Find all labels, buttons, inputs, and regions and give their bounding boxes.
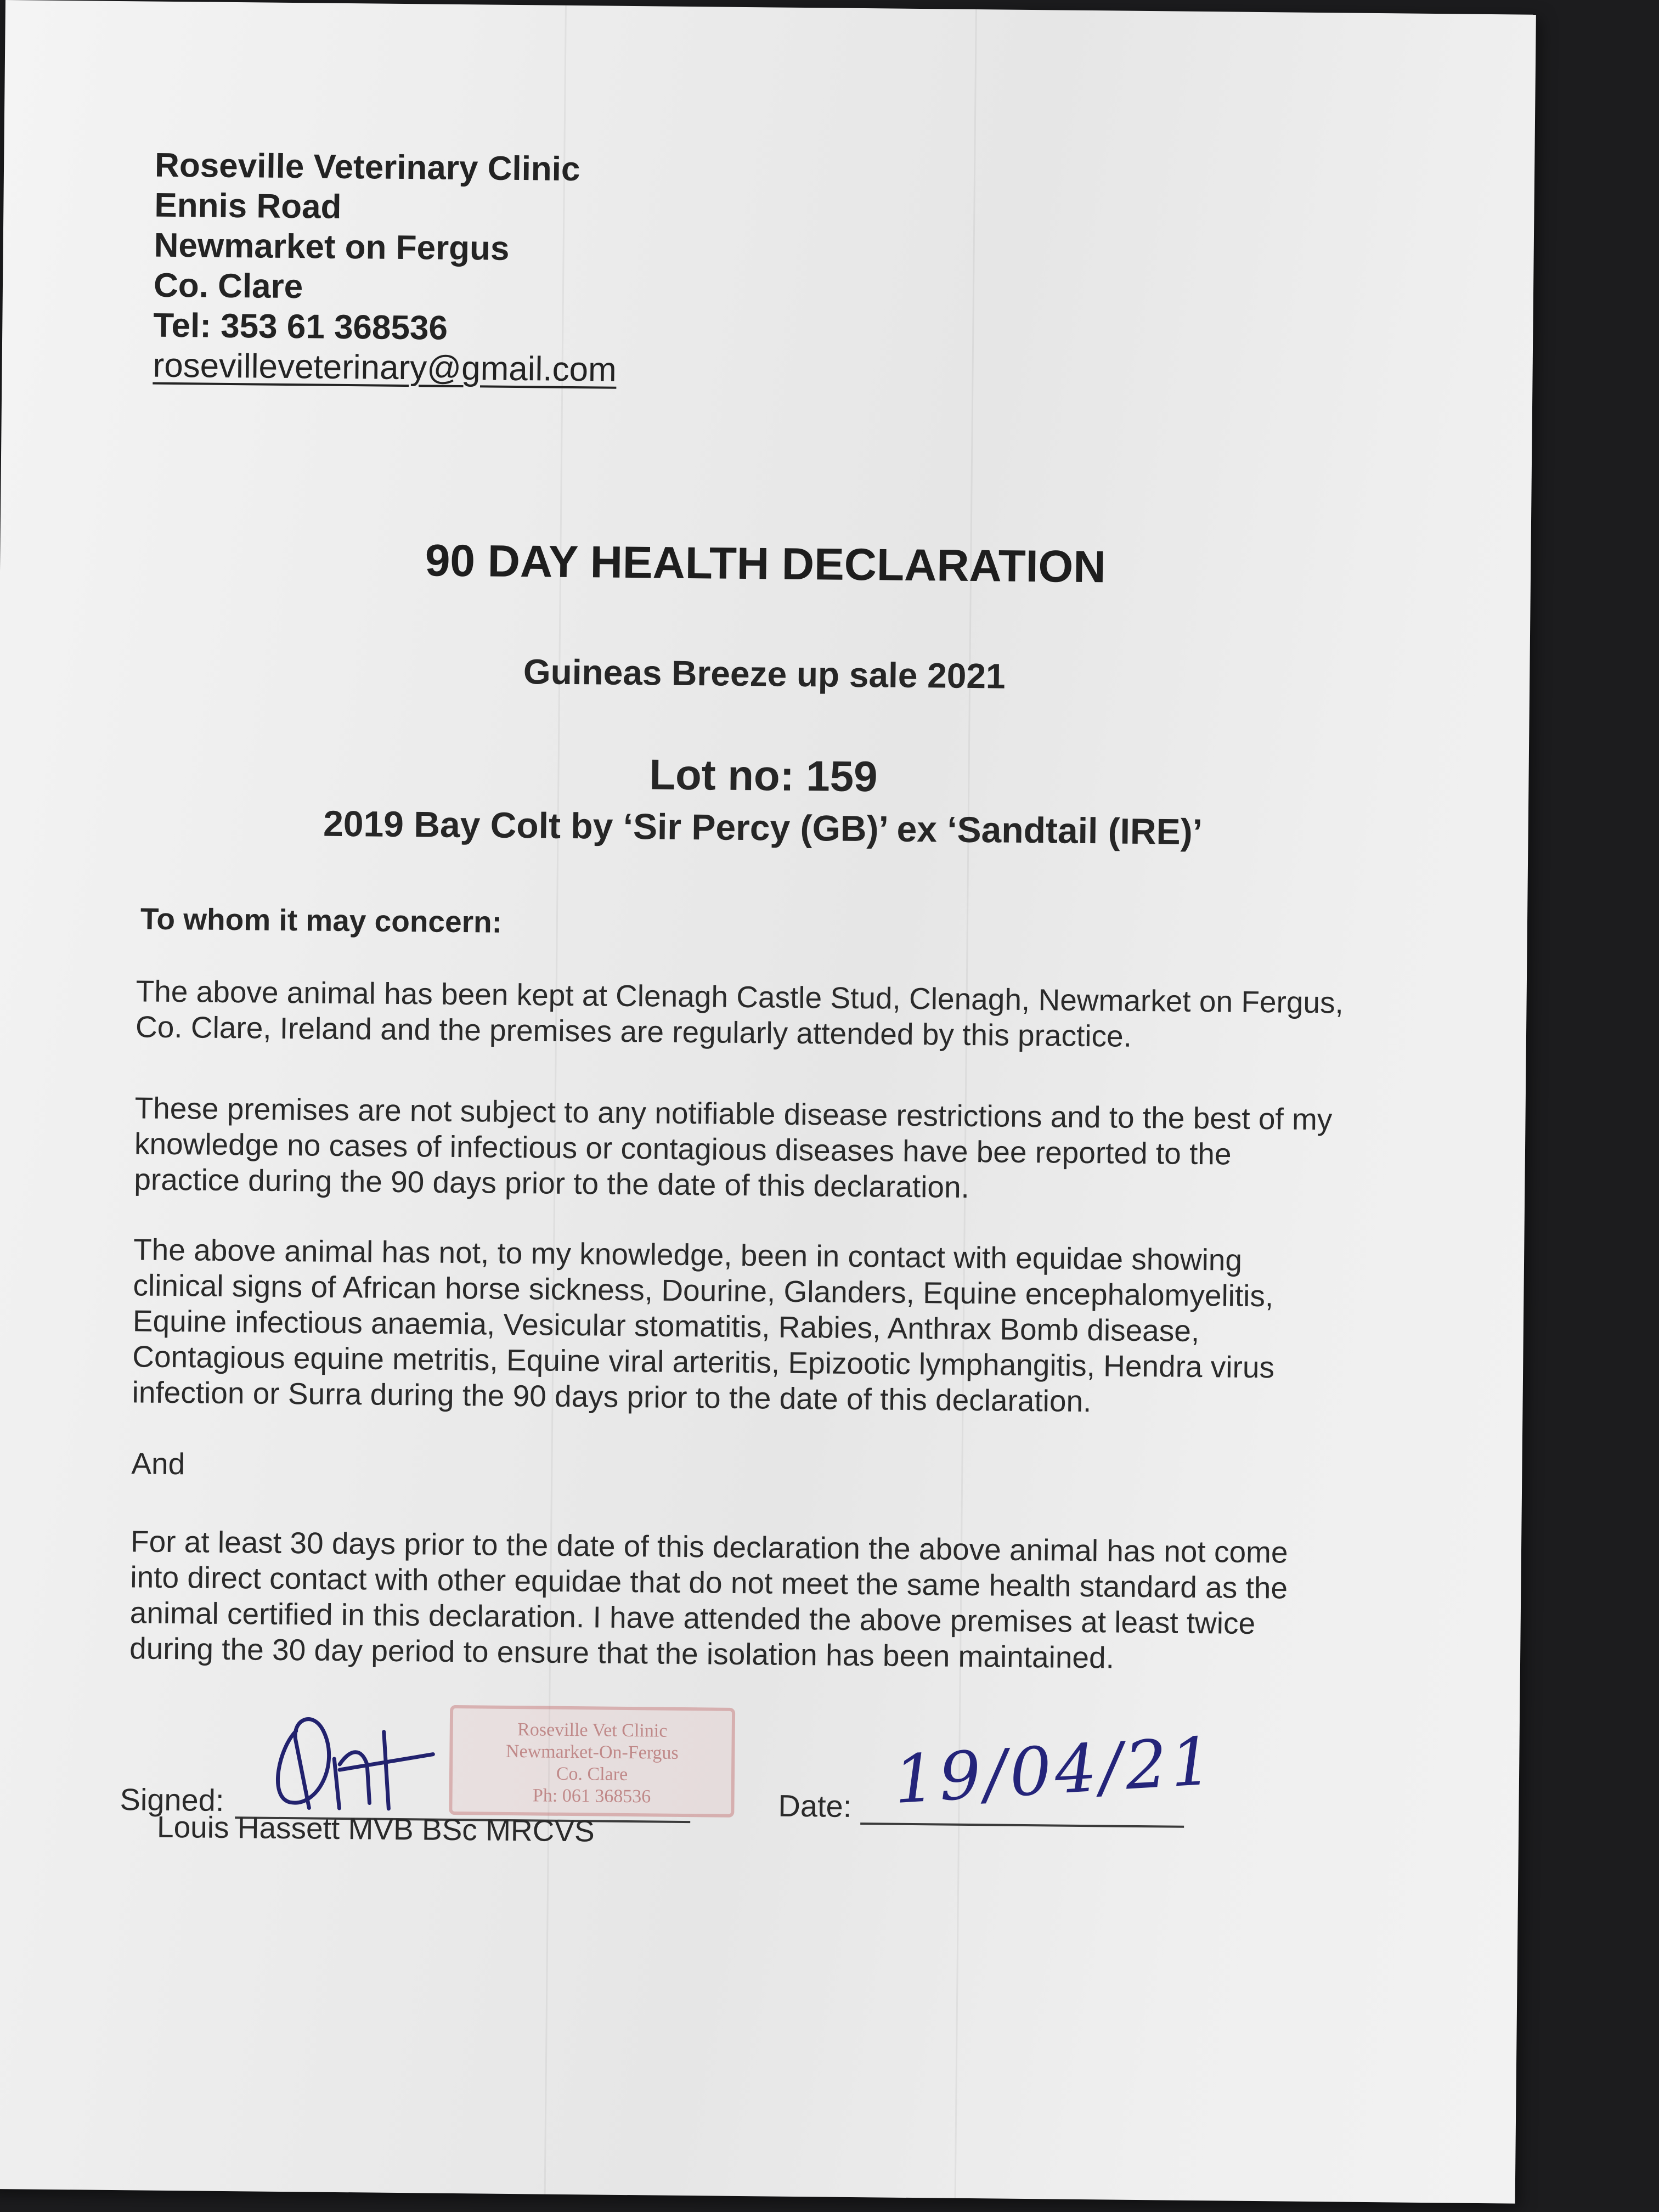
paragraph-isolation [129, 1523, 1458, 1679]
stamp-line: Newmarket-On-Fergus [505, 1741, 679, 1763]
text-line: animal certified in this declaration. I have attended the above premises at least twice [129, 1595, 1256, 1641]
text-line: clinical signs of African horse sickness, Dourine, Glanders, Equine encephalomyelitis, [133, 1268, 1274, 1313]
county: Co. Clare [153, 266, 303, 306]
conjunction-and [131, 1446, 1459, 1494]
text-line: And [131, 1446, 185, 1481]
text-line: into direct contact with other equidae that do not meet the same health standard as the [130, 1560, 1288, 1605]
lot-number: Lot no: 159 [649, 750, 878, 801]
signatory-name: Louis Hassett MVB BSc MRCVS [156, 1809, 595, 1848]
paragraph-restrictions [134, 1090, 1463, 1210]
document-title: 90 DAY HEALTH DECLARATION [425, 535, 1106, 592]
clinic-name: Roseville Veterinary Clinic [154, 146, 580, 189]
stamp-line: Co. Clare [556, 1763, 628, 1785]
date-line [860, 1822, 1184, 1828]
horse-description: 2019 Bay Colt by ‘Sir Percy (GB)’ ex ‘Sandtail (IRE)’ [323, 803, 1203, 853]
paragraph-premises [136, 973, 1464, 1057]
greeting: To whom it may concern: [140, 901, 503, 939]
letterhead [153, 145, 618, 390]
street-address: Ennis Road [154, 186, 342, 226]
text-line: Contagious equine metritis, Equine viral arteritis, Epizootic lymphangitis, Hendra virus [132, 1339, 1275, 1385]
handwritten-date: 19/04/21 [891, 1723, 1218, 1819]
text-line: practice during the 90 days prior to the date of this declaration. [134, 1162, 970, 1204]
date-label: Date: [778, 1788, 852, 1824]
email-link[interactable]: rosevilleveterinary@gmail.com [153, 346, 617, 389]
text-line: The above animal has not, to my knowledge, been in contact with equidae showing [133, 1232, 1243, 1277]
stamp-line: Roseville Vet Clinic [517, 1719, 668, 1741]
town: Newmarket on Fergus [154, 226, 510, 268]
telephone: Tel: 353 61 368536 [153, 306, 448, 347]
text-line: knowledge no cases of infectious or contagious diseases have bee reported to the [134, 1126, 1232, 1171]
text-line: Equine infectious anaemia, Vesicular stomatitis, Rabies, Anthrax Bomb disease, [132, 1304, 1200, 1348]
sale-name: Guineas Breeze up sale 2021 [523, 652, 1006, 696]
paragraph-diseases [132, 1232, 1461, 1423]
signed-label: Signed: [120, 1782, 224, 1818]
text-line: For at least 30 days prior to the date of this declaration the above animal has not come [130, 1524, 1288, 1570]
text-line: The above animal has been kept at Clenagh Castle Stud, Clenagh, Newmarket on Fergus, [136, 974, 1344, 1020]
text-line: These premises are not subject to any notifiable disease restrictions and to the best of my [134, 1091, 1333, 1137]
text-line: during the 30 day period to ensure that the isolation has been maintained. [129, 1631, 1115, 1675]
stamp-line: Ph: 061 368536 [532, 1785, 651, 1807]
text-line: Co. Clare, Ireland and the premises are regularly attended by this practice. [135, 1009, 1132, 1053]
text-line: infection or Surra during the 90 days prior to the date of this declaration. [132, 1375, 1092, 1419]
